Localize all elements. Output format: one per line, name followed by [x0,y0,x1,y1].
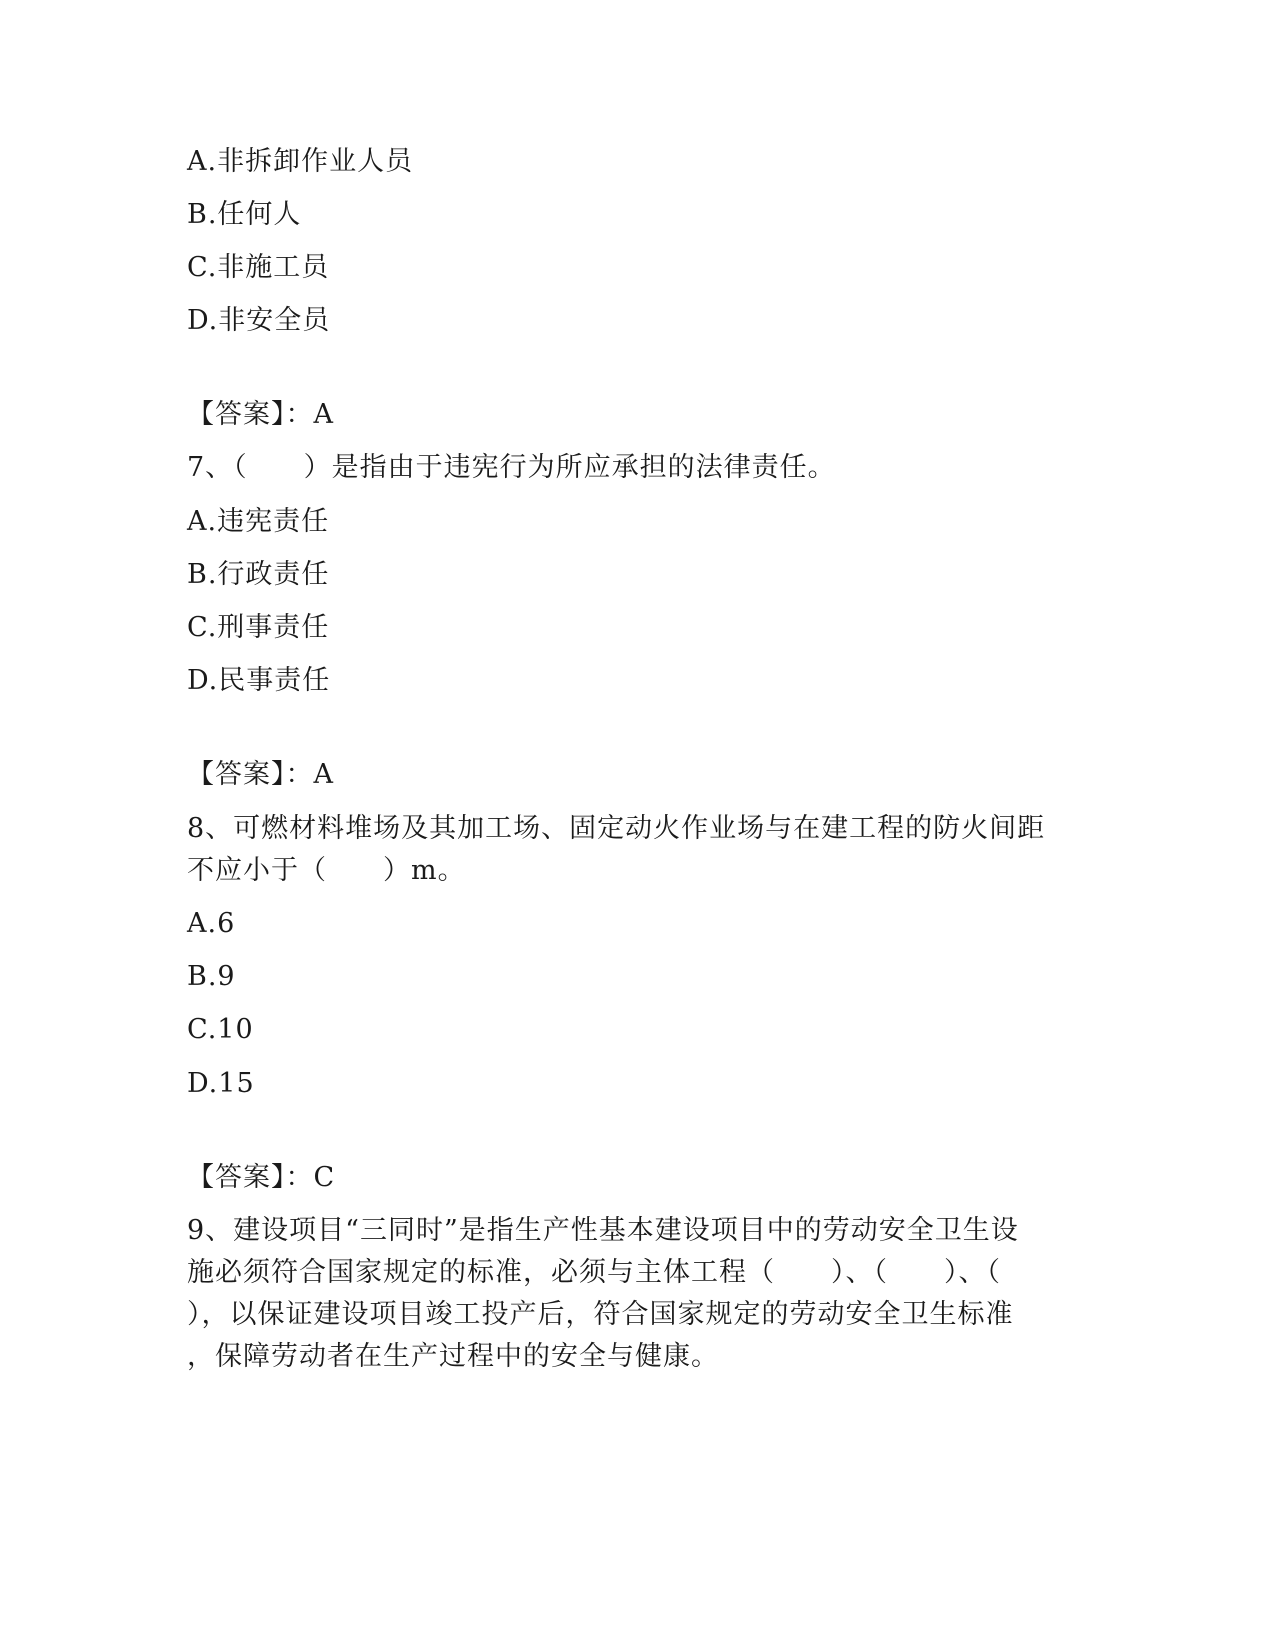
q6-option-c: C.非施工员 [187,252,330,283]
q7-option-a: A.违宪责任 [187,506,330,537]
q6-option-b: B.任何人 [187,199,302,230]
q7-answer: 【答案】：A [187,759,334,790]
q6-answer: 【答案】：A [187,399,334,430]
q9-stem-line3: ），以保证建设项目竣工投产后，符合国家规定的劳动安全卫生标准 [187,1299,1014,1330]
q9-stem-line2: 施必须符合国家规定的标准，必须与主体工程（ ）、（ ）、（ [187,1257,1001,1288]
q8-stem-line1: 8、可燃材料堆场及其加工场、固定动火作业场与在建工程的防火间距 [187,813,1046,844]
q8-answer: 【答案】：C [187,1162,336,1193]
q7-option-d: D.民事责任 [187,665,331,696]
q9-stem-line1: 9、建设项目“三同时”是指生产性基本建设项目中的劳动安全卫生设 [187,1215,1019,1246]
q8-stem-line2: 不应小于（ ）m。 [187,855,466,886]
q8-option-b: B.9 [187,961,236,992]
q6-option-a: A.非拆卸作业人员 [187,146,414,177]
q7-option-c: C.刑事责任 [187,612,330,643]
q9-stem-line4: ，保障劳动者在生产过程中的安全与健康。 [187,1341,719,1372]
q6-option-d: D.非安全员 [187,305,331,336]
q8-option-a: A.6 [187,908,236,939]
q7-stem: 7、（ ）是指由于违宪行为所应承担的法律责任。 [187,452,836,483]
q8-option-d: D.15 [187,1068,255,1099]
q8-option-c: C.10 [187,1014,254,1045]
q7-option-b: B.行政责任 [187,559,330,590]
